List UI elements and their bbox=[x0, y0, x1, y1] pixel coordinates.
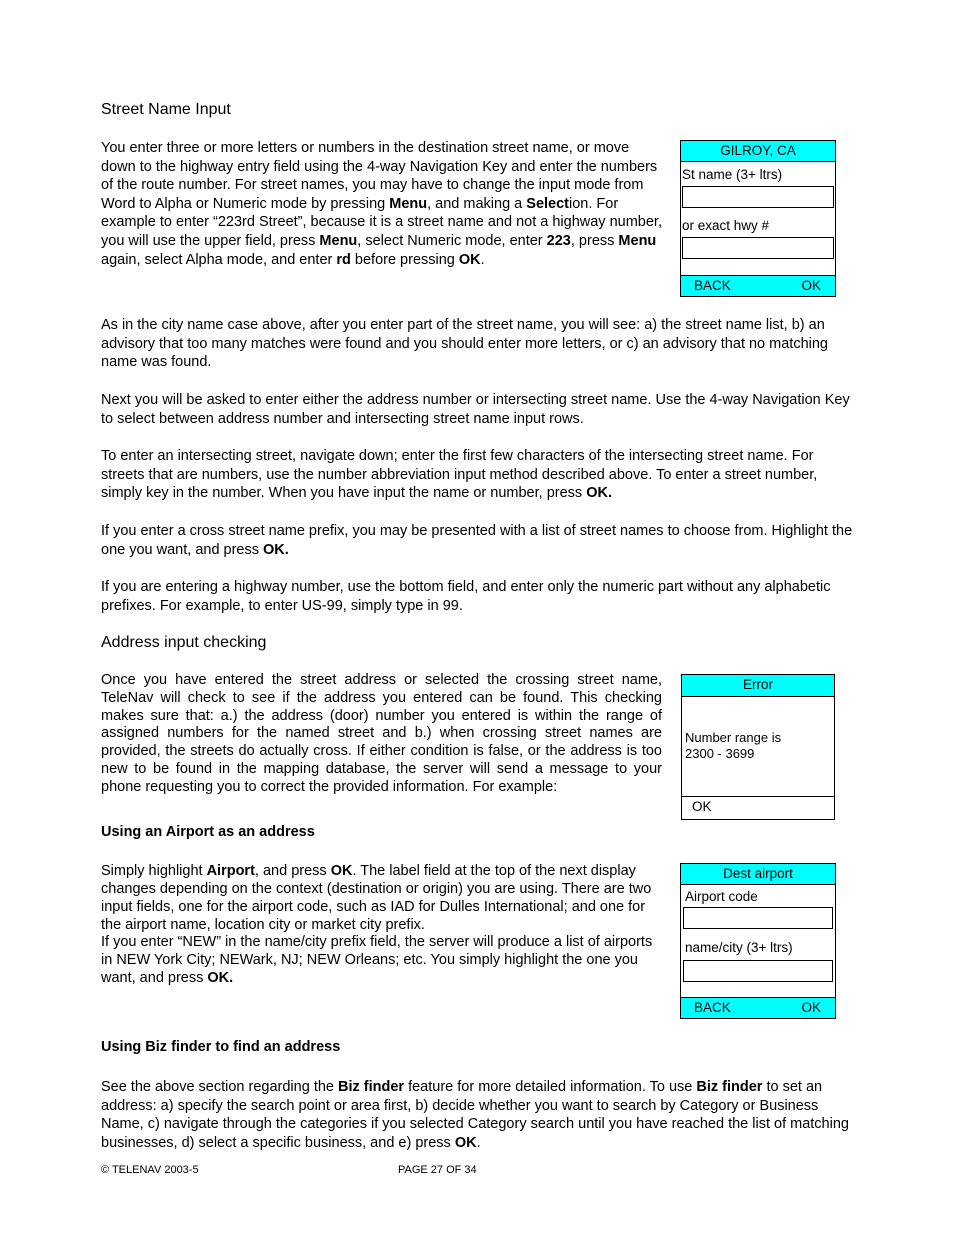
phone-title-bar: Error bbox=[682, 675, 834, 697]
phone-softkey-bar bbox=[681, 997, 835, 1018]
text-run: , select Numeric mode, enter bbox=[357, 232, 547, 249]
address-checking-paragraph: Once you have entered the street address or selected the crossing street name, TeleNav will check to see if the address you entered can be found. This checking makes sure that: a.) the address (door) number you entered is within the range of assigned numbers for the named street and b.) when crossing street names are provided, the streets do actually cross. If either condition is false, or the address is too new to be found in the mapping database, the server will send a message to your phone requesting you to correct the provided information. For example: bbox=[101, 672, 662, 795]
phone-title-bar: GILROY, CA bbox=[681, 141, 835, 162]
text-run: If you enter “NEW” in the name/city prefix field, the server will produce a list of airports in NEW York City; NEWark, NJ; NEW Orleans; etc. You simply highlight the one you want, and press bbox=[101, 934, 653, 986]
text-run: Simply highlight bbox=[101, 863, 207, 879]
bold-term: Menu bbox=[618, 232, 657, 249]
error-message-line-1: Number range is bbox=[685, 730, 782, 745]
street-name-paragraph-6: If you are entering a highway number, use the bottom field, and enter only the numeric part without any alphabetic prefixes. For example, to enter US-99, simply type in 99. bbox=[101, 579, 831, 614]
biz-finder-paragraph bbox=[101, 1078, 853, 1152]
bold-term: Menu bbox=[389, 195, 428, 212]
text-run: If you enter a cross street name prefix, you may be presented with a list of street names to choose from. Highlight the one you want, and press bbox=[101, 523, 853, 558]
phone-title-bar: Dest airport bbox=[681, 864, 835, 885]
highway-number-label: or exact hwy # bbox=[682, 218, 770, 233]
bold-term: Menu bbox=[319, 232, 358, 249]
bold-term: Select bbox=[526, 195, 570, 212]
text-run: . The label field at the top of the next display changes depending on the context (destination or origin) you are using. There are two input fields, one for the airport code, such as IAD for Dulles International; and one for the airport name, location city or market city prefix. bbox=[101, 863, 652, 933]
airport-name-city-label: name/city (3+ ltrs) bbox=[685, 940, 793, 955]
phone-screen-error bbox=[681, 674, 835, 820]
section-heading-address-input-checking: Address input checking bbox=[101, 634, 267, 651]
phone-softkey-bar bbox=[681, 275, 835, 296]
bold-term: OK. bbox=[586, 485, 612, 502]
phone-softkey-bar bbox=[682, 796, 834, 819]
street-name-paragraph-4 bbox=[101, 447, 853, 503]
back-softkey[interactable]: BACK bbox=[694, 1000, 731, 1015]
street-name-paragraph-3: Next you will be asked to enter either the address number or intersecting street name. Use the 4-way Navigation Key to select between address number and intersecting street name input rows. bbox=[101, 392, 850, 427]
bold-term: 223 bbox=[546, 232, 571, 249]
error-message-line-2: 2300 - 3699 bbox=[685, 746, 755, 761]
text-run: , and press bbox=[254, 863, 331, 879]
ok-softkey[interactable]: OK bbox=[801, 278, 821, 293]
street-name-label: St name (3+ ltrs) bbox=[682, 167, 783, 182]
bold-term: Airport bbox=[206, 863, 255, 879]
bold-term: Biz finder bbox=[696, 1079, 763, 1095]
ok-softkey[interactable]: OK bbox=[692, 799, 712, 814]
bold-term: OK bbox=[330, 863, 353, 879]
airport-paragraph-1 bbox=[101, 862, 661, 934]
section-heading-street-name-input: Street Name Input bbox=[101, 101, 231, 118]
bold-term: OK. bbox=[263, 541, 289, 558]
text-run: . bbox=[480, 251, 485, 268]
footer-page-number: PAGE 27 OF 34 bbox=[398, 1164, 477, 1176]
text-run: feature for more detailed information. To use bbox=[404, 1079, 697, 1095]
bold-term: rd bbox=[336, 251, 351, 268]
text-run: to set an address: a) specify the search point or area first, b) decide whether you want to search by Category or Business Name, c) navigate through the categories if you selected Category search until you have reached the list of matching businesses, d) select a specific business, and e) press bbox=[101, 1079, 849, 1151]
text-run: , press bbox=[570, 232, 619, 249]
airport-code-label: Airport code bbox=[685, 889, 758, 904]
highway-number-field[interactable] bbox=[682, 237, 834, 259]
street-name-field[interactable] bbox=[682, 186, 834, 208]
airport-code-field[interactable] bbox=[683, 907, 833, 929]
ok-softkey[interactable]: OK bbox=[801, 1000, 821, 1015]
text-run: . bbox=[476, 1134, 481, 1151]
bold-term: OK bbox=[458, 251, 481, 268]
section-heading-biz-finder: Using Biz finder to find an address bbox=[101, 1039, 341, 1055]
text-run: ion. For example to enter “223rd Street”, because it is a street name and not a highway number, you will use the upper field, press bbox=[101, 195, 662, 249]
phone-screen-dest-airport bbox=[680, 863, 836, 1019]
street-name-paragraph-1 bbox=[101, 139, 663, 269]
footer-copyright: © TELENAV 2003-5 bbox=[101, 1164, 199, 1176]
text-run: You enter three or more letters or numbers in the destination street name, or move down to the highway entry field using the 4-way Navigation Key and enter the numbers of the route number. For street names, you may have to change the input mode from Word to Alpha or Numeric mode by pressing bbox=[101, 140, 658, 212]
airport-name-city-field[interactable] bbox=[683, 960, 833, 982]
text-run: before pressing bbox=[350, 251, 459, 268]
text-run: To enter an intersecting street, navigate down; enter the first few characters of the intersecting street name. For streets that are numbers, use the number abbreviation input method described above. To enter a street number, simply key in the number. When you have input the name or number, press bbox=[101, 448, 818, 502]
back-softkey[interactable]: BACK bbox=[694, 278, 731, 293]
phone-screen-gilroy bbox=[680, 140, 836, 297]
airport-paragraph-2 bbox=[101, 933, 661, 987]
bold-term: OK bbox=[454, 1134, 477, 1151]
street-name-paragraph-5 bbox=[101, 522, 853, 559]
bold-term: Biz finder bbox=[338, 1079, 405, 1095]
text-run: again, select Alpha mode, and enter bbox=[101, 251, 337, 268]
text-run: See the above section regarding the bbox=[101, 1079, 338, 1095]
section-heading-airport: Using an Airport as an address bbox=[101, 824, 315, 840]
text-run: , and making a bbox=[427, 195, 527, 212]
bold-term: OK. bbox=[207, 970, 234, 986]
street-name-paragraph-2: As in the city name case above, after you enter part of the street name, you will see: a) the street name list, b) an advisory that too many matches were found and you should enter more letters, or c) an advisory that no matching name was found. bbox=[101, 317, 828, 371]
